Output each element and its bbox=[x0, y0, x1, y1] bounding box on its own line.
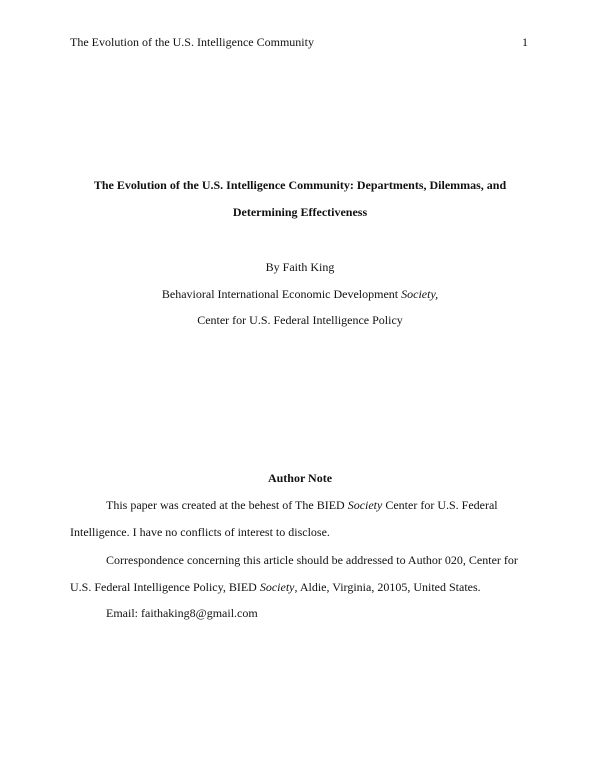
author-email: Email: faithaking8@gmail.com bbox=[106, 606, 258, 620]
p2-pre: U.S. Federal Intelligence Policy, BIED bbox=[70, 580, 260, 594]
p1-post: Center for U.S. Federal bbox=[382, 498, 498, 512]
running-head: The Evolution of the U.S. Intelligence Community bbox=[70, 35, 314, 49]
author-note-p2-line-2 bbox=[70, 580, 481, 595]
affiliation-italic: Society, bbox=[401, 287, 439, 301]
page-number: 1 bbox=[522, 35, 528, 49]
paper-title-line-1: The Evolution of the U.S. Intelligence Community: Departments, Dilemmas, and bbox=[93, 178, 507, 192]
author-byline: By Faith King bbox=[265, 260, 335, 274]
p1-pre: This paper was created at the behest of The BIED bbox=[106, 498, 348, 512]
affiliation-line-1 bbox=[60, 287, 540, 302]
p2-post: , Aldie, Virginia, 20105, United States. bbox=[294, 580, 481, 594]
author-note-p1-line-1 bbox=[106, 498, 498, 513]
author-note-p2-line-1: Correspondence concerning this article should be addressed to Author 020, Center for bbox=[106, 553, 518, 567]
author-note-heading: Author Note bbox=[267, 471, 333, 485]
paper-title-line-2: Determining Effectiveness bbox=[232, 205, 368, 219]
p1-italic: Society bbox=[347, 498, 383, 512]
affiliation-line-2: Center for U.S. Federal Intelligence Policy bbox=[197, 313, 403, 327]
p2-italic: Society bbox=[259, 580, 295, 594]
affiliation-text: Behavioral International Economic Development bbox=[161, 287, 402, 301]
author-note-p1-line-2: Intelligence. I have no conflicts of interest to disclose. bbox=[70, 525, 330, 539]
